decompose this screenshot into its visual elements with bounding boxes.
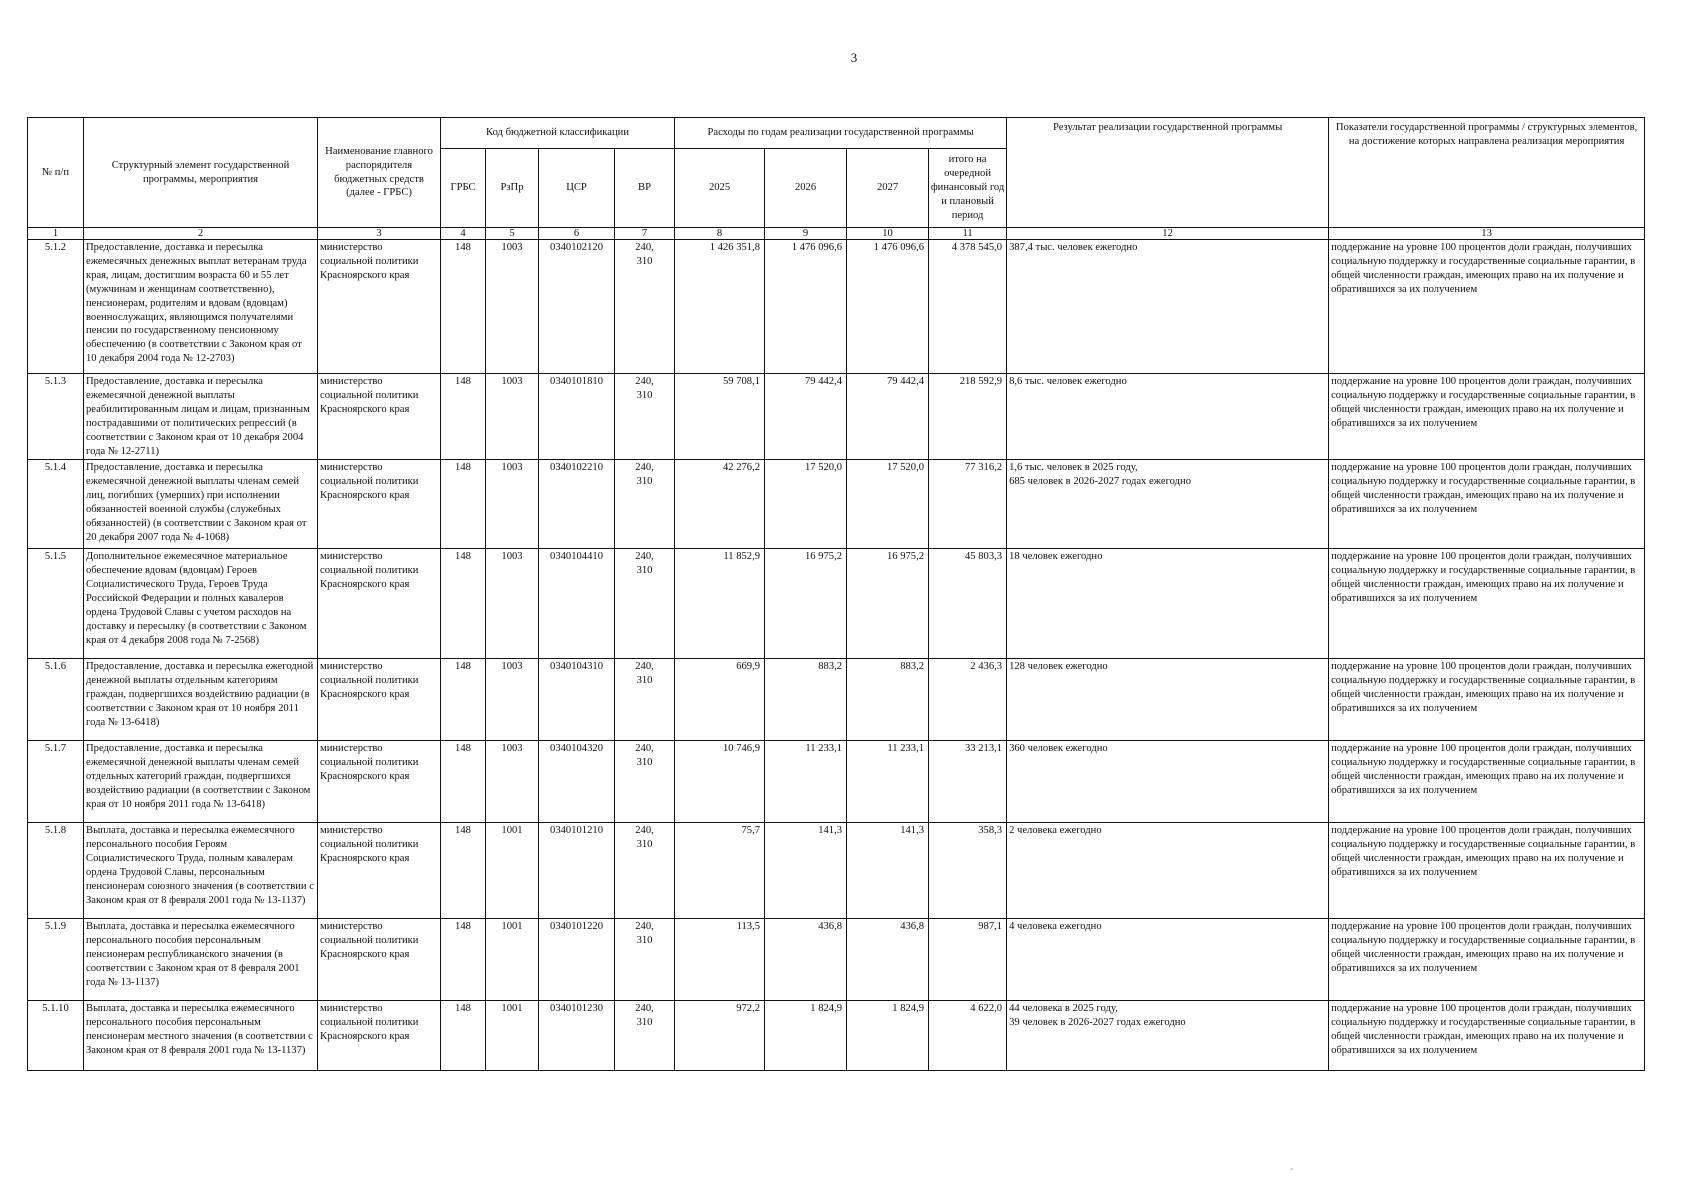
expense-2027-cell: 883,2	[847, 659, 929, 741]
column-number-cell: 4	[441, 228, 486, 240]
table-row	[28, 1001, 1645, 1071]
structural-element-cell: Выплата, доставка и пересылка ежемесячного персонального пособия Героям Социалистического Труда, полным кавалерам ордена Трудовой Славы, персональным пенсионерам союзного значения (в соответствии с Законом края от 8 февраля 2001 года № 13-1137)	[84, 823, 318, 919]
row-number-cell: 5.1.4	[28, 460, 84, 549]
expense-2027-cell: 436,8	[847, 919, 929, 1001]
scan-artifact-mark: ´	[1290, 1168, 1294, 1179]
row-number-cell: 5.1.10	[28, 1001, 84, 1071]
column-number-cell: 8	[675, 228, 765, 240]
csr-code-cell: 0340104410	[539, 549, 615, 659]
grbs-code-cell: 148	[441, 1001, 486, 1071]
grbs-code-cell: 148	[441, 823, 486, 919]
row-number-cell: 5.1.7	[28, 741, 84, 823]
header-col-result: Результат реализации государственной программы	[1007, 118, 1329, 228]
expense-2025-cell: 113,5	[675, 919, 765, 1001]
structural-element-cell: Предоставление, доставка и пересылка ежемесячных денежных выплат ветеранам труда края, лицам, достигшим возраста 60 и 55 лет (мужчинам и женщинам соответственно), пенсионерам, родителям и вдовам (вдовцам) военнослужащих, являющимся получателями пенсии по государственному пенсионному обеспечению (в соответствии с Законом края от 10 декабря 2004 года № 12-2703)	[84, 240, 318, 374]
page-number: 3	[850, 50, 858, 65]
vr-code-cell: 240, 310	[615, 919, 675, 1001]
grbs-code-cell: 148	[441, 659, 486, 741]
row-number-cell: 5.1.9	[28, 919, 84, 1001]
table-row	[28, 741, 1645, 823]
program-result-cell: 128 человек ежегодно	[1007, 659, 1329, 741]
program-result-cell: 387,4 тыс. человек ежегодно	[1007, 240, 1329, 374]
expense-total-cell: 33 213,1	[929, 741, 1007, 823]
expense-2025-cell: 59 708,1	[675, 374, 765, 460]
row-number-cell: 5.1.8	[28, 823, 84, 919]
grbs-code-cell: 148	[441, 741, 486, 823]
program-indicator-cell: поддержание на уровне 100 процентов доли граждан, получивших социальную поддержку и государственные социальные гарантии, в общей численности граждан, имеющих право на их получение и обратившихся за их получением	[1329, 374, 1645, 460]
table-row	[28, 374, 1645, 460]
expense-2027-cell: 16 975,2	[847, 549, 929, 659]
column-number-cell: 6	[539, 228, 615, 240]
vr-code-cell: 240, 310	[615, 659, 675, 741]
header-budget-code-group: Код бюджетной классификации	[441, 118, 675, 149]
grbs-name-cell: министерство социальной политики Красноярского края	[318, 460, 441, 549]
expense-2025-cell: 669,9	[675, 659, 765, 741]
structural-element-cell: Выплата, доставка и пересылка ежемесячного персонального пособия персональным пенсионерам республиканского значения (в соответствии с Законом края от 8 февраля 2001 года № 13-1137)	[84, 919, 318, 1001]
expense-2026-cell: 16 975,2	[765, 549, 847, 659]
expense-2027-cell: 1 476 096,6	[847, 240, 929, 374]
rzpr-code-cell: 1003	[486, 549, 539, 659]
expense-2027-cell: 79 442,4	[847, 374, 929, 460]
grbs-name-cell: министерство социальной политики Красноярского края	[318, 549, 441, 659]
expense-2026-cell: 883,2	[765, 659, 847, 741]
column-number-cell: 1	[28, 228, 84, 240]
column-numbers-row	[28, 228, 1645, 240]
structural-element-cell: Предоставление, доставка и пересылка ежемесячной денежной выплаты членам семей лиц, погибших (умерших) при исполнении обязанностей военной службы (служебных обязанностей) (в соответствии с Законом края от 20 декабря 2007 года № 4-1068)	[84, 460, 318, 549]
table-row	[28, 659, 1645, 741]
rzpr-code-cell: 1003	[486, 460, 539, 549]
program-indicator-cell: поддержание на уровне 100 процентов доли граждан, получивших социальную поддержку и государственные социальные гарантии, в общей численности граждан, имеющих право на их получение и обратившихся за их получением	[1329, 240, 1645, 374]
expense-total-cell: 4 378 545,0	[929, 240, 1007, 374]
structural-element-cell: Выплата, доставка и пересылка ежемесячного персонального пособия персональным пенсионерам местного значения (в соответствии с Законом края от 8 февраля 2001 года № 13-1137)	[84, 1001, 318, 1071]
header-col-num: № п/п	[28, 118, 84, 228]
header-year-2026: 2026	[765, 149, 847, 228]
grbs-code-cell: 148	[441, 460, 486, 549]
grbs-code-cell: 148	[441, 919, 486, 1001]
expense-total-cell: 2 436,3	[929, 659, 1007, 741]
expense-2025-cell: 11 852,9	[675, 549, 765, 659]
expense-2025-cell: 1 426 351,8	[675, 240, 765, 374]
grbs-name-cell: министерство социальной политики Красноярского края	[318, 919, 441, 1001]
program-result-cell: 18 человек ежегодно	[1007, 549, 1329, 659]
header-col-grbs: ГРБС	[441, 149, 486, 228]
program-indicator-cell: поддержание на уровне 100 процентов доли граждан, получивших социальную поддержку и государственные социальные гарантии, в общей численности граждан, имеющих право на их получение и обратившихся за их получением	[1329, 549, 1645, 659]
csr-code-cell: 0340102120	[539, 240, 615, 374]
table-row	[28, 823, 1645, 919]
grbs-code-cell: 148	[441, 374, 486, 460]
program-result-cell: 4 человека ежегодно	[1007, 919, 1329, 1001]
structural-element-cell: Предоставление, доставка и пересылка ежемесячной денежной выплаты членам семей отдельных категорий граждан, подвергшихся воздействию радиации (в соответствии с Законом края от 10 ноября 2011 года № 13-6418)	[84, 741, 318, 823]
rzpr-code-cell: 1003	[486, 374, 539, 460]
csr-code-cell: 0340101230	[539, 1001, 615, 1071]
expense-total-cell: 4 622,0	[929, 1001, 1007, 1071]
table-row	[28, 460, 1645, 549]
column-number-cell: 3	[318, 228, 441, 240]
program-indicator-cell: поддержание на уровне 100 процентов доли граждан, получивших социальную поддержку и государственные социальные гарантии, в общей численности граждан, имеющих право на их получение и обратившихся за их получением	[1329, 659, 1645, 741]
column-number-cell: 2	[84, 228, 318, 240]
header-col-element: Структурный элемент государственной программы, мероприятия	[84, 118, 318, 228]
header-expenses-group: Расходы по годам реализации государственной программы	[675, 118, 1007, 149]
structural-element-cell: Предоставление, доставка и пересылка ежегодной денежной выплаты отдельным категориям граждан, подвергшихся воздействию радиации (в соответствии с Законом края от 10 ноября 2011 года № 13-6418)	[84, 659, 318, 741]
header-year-2027: 2027	[847, 149, 929, 228]
expense-2026-cell: 17 520,0	[765, 460, 847, 549]
program-indicator-cell: поддержание на уровне 100 процентов доли граждан, получивших социальную поддержку и государственные социальные гарантии, в общей численности граждан, имеющих право на их получение и обратившихся за их получением	[1329, 741, 1645, 823]
vr-code-cell: 240, 310	[615, 549, 675, 659]
vr-code-cell: 240, 310	[615, 823, 675, 919]
program-indicator-cell: поддержание на уровне 100 процентов доли граждан, получивших социальную поддержку и государственные социальные гарантии, в общей численности граждан, имеющих право на их получение и обратившихся за их получением	[1329, 919, 1645, 1001]
structural-element-cell: Предоставление, доставка и пересылка ежемесячной денежной выплаты реабилитированным лицам и лицам, признанным пострадавшими от политических репрессий (в соответствии с Законом края от 10 декабря 2004 года № 12-2711)	[84, 374, 318, 460]
csr-code-cell: 0340104320	[539, 741, 615, 823]
header-col-total: итого на очередной финансовый год и плановый период	[929, 149, 1007, 228]
table-row	[28, 240, 1645, 374]
row-number-cell: 5.1.6	[28, 659, 84, 741]
grbs-name-cell: министерство социальной политики Красноярского края	[318, 240, 441, 374]
header-year-2025: 2025	[675, 149, 765, 228]
rzpr-code-cell: 1001	[486, 1001, 539, 1071]
grbs-name-cell: министерство социальной политики Красноярского края	[318, 823, 441, 919]
column-number-cell: 7	[615, 228, 675, 240]
expense-2025-cell: 972,2	[675, 1001, 765, 1071]
expense-total-cell: 45 803,3	[929, 549, 1007, 659]
budget-table	[27, 117, 1645, 1071]
expense-2027-cell: 11 233,1	[847, 741, 929, 823]
column-number-cell: 9	[765, 228, 847, 240]
expense-2025-cell: 75,7	[675, 823, 765, 919]
expense-total-cell: 218 592,9	[929, 374, 1007, 460]
expense-2026-cell: 1 476 096,6	[765, 240, 847, 374]
program-indicator-cell: поддержание на уровне 100 процентов доли граждан, получивших социальную поддержку и государственные социальные гарантии, в общей численности граждан, имеющих право на их получение и обратившихся за их получением	[1329, 460, 1645, 549]
column-number-cell: 12	[1007, 228, 1329, 240]
vr-code-cell: 240, 310	[615, 1001, 675, 1071]
header-col-indicators: Показатели государственной программы / структурных элементов, на достижение которых направлена реализация мероприятия	[1329, 118, 1645, 228]
expense-2026-cell: 11 233,1	[765, 741, 847, 823]
vr-code-cell: 240, 310	[615, 741, 675, 823]
csr-code-cell: 0340101220	[539, 919, 615, 1001]
expense-2027-cell: 141,3	[847, 823, 929, 919]
row-number-cell: 5.1.3	[28, 374, 84, 460]
table-header	[28, 118, 1645, 240]
grbs-name-cell: министерство социальной политики Красноярского края	[318, 659, 441, 741]
expense-2027-cell: 1 824,9	[847, 1001, 929, 1071]
vr-code-cell: 240, 310	[615, 460, 675, 549]
expense-2026-cell: 1 824,9	[765, 1001, 847, 1071]
rzpr-code-cell: 1003	[486, 741, 539, 823]
table-row	[28, 549, 1645, 659]
expense-2026-cell: 141,3	[765, 823, 847, 919]
grbs-code-cell: 148	[441, 549, 486, 659]
expense-total-cell: 358,3	[929, 823, 1007, 919]
grbs-name-cell: министерство социальной политики Красноярского края	[318, 374, 441, 460]
rzpr-code-cell: 1001	[486, 919, 539, 1001]
header-col-grbs-name: Наименование главного распорядителя бюджетных средств (далее - ГРБС)	[318, 118, 441, 228]
structural-element-cell: Дополнительное ежемесячное материальное обеспечение вдовам (вдовцам) Героев Социалистического Труда, Героев Труда Российской Федерации и полных кавалеров ордена Трудовой Славы с учетом расходов на доставку и пересылку (в соответствии с Законом края от 4 декабря 2008 года № 7-2568)	[84, 549, 318, 659]
program-result-cell: 2 человека ежегодно	[1007, 823, 1329, 919]
program-result-cell: 1,6 тыс. человек в 2025 году, 685 человек в 2026-2027 годах ежегодно	[1007, 460, 1329, 549]
expense-total-cell: 77 316,2	[929, 460, 1007, 549]
expense-2026-cell: 79 442,4	[765, 374, 847, 460]
row-number-cell: 5.1.2	[28, 240, 84, 374]
column-number-cell: 11	[929, 228, 1007, 240]
vr-code-cell: 240, 310	[615, 374, 675, 460]
rzpr-code-cell: 1003	[486, 659, 539, 741]
program-result-cell: 360 человек ежегодно	[1007, 741, 1329, 823]
program-indicator-cell: поддержание на уровне 100 процентов доли граждан, получивших социальную поддержку и государственные социальные гарантии, в общей численности граждан, имеющих право на их получение и обратившихся за их получением	[1329, 1001, 1645, 1071]
header-col-rzpr: РзПр	[486, 149, 539, 228]
expense-total-cell: 987,1	[929, 919, 1007, 1001]
row-number-cell: 5.1.5	[28, 549, 84, 659]
program-result-cell: 8,6 тыс. человек ежегодно	[1007, 374, 1329, 460]
csr-code-cell: 0340102210	[539, 460, 615, 549]
column-number-cell: 13	[1329, 228, 1645, 240]
expense-2025-cell: 42 276,2	[675, 460, 765, 549]
program-indicator-cell: поддержание на уровне 100 процентов доли граждан, получивших социальную поддержку и государственные социальные гарантии, в общей численности граждан, имеющих право на их получение и обратившихся за их получением	[1329, 823, 1645, 919]
column-number-cell: 5	[486, 228, 539, 240]
header-col-csr: ЦСР	[539, 149, 615, 228]
grbs-name-cell: министерство социальной политики Красноярского края	[318, 1001, 441, 1071]
table-body	[28, 240, 1645, 1071]
csr-code-cell: 0340101810	[539, 374, 615, 460]
table-row	[28, 919, 1645, 1001]
rzpr-code-cell: 1003	[486, 240, 539, 374]
column-number-cell: 10	[847, 228, 929, 240]
expense-2025-cell: 10 746,9	[675, 741, 765, 823]
csr-code-cell: 0340104310	[539, 659, 615, 741]
expense-2026-cell: 436,8	[765, 919, 847, 1001]
expense-2027-cell: 17 520,0	[847, 460, 929, 549]
rzpr-code-cell: 1001	[486, 823, 539, 919]
grbs-name-cell: министерство социальной политики Красноярского края	[318, 741, 441, 823]
csr-code-cell: 0340101210	[539, 823, 615, 919]
vr-code-cell: 240, 310	[615, 240, 675, 374]
grbs-code-cell: 148	[441, 240, 486, 374]
header-col-vr: ВР	[615, 149, 675, 228]
program-result-cell: 44 человека в 2025 году, 39 человек в 2026-2027 годах ежегодно	[1007, 1001, 1329, 1071]
